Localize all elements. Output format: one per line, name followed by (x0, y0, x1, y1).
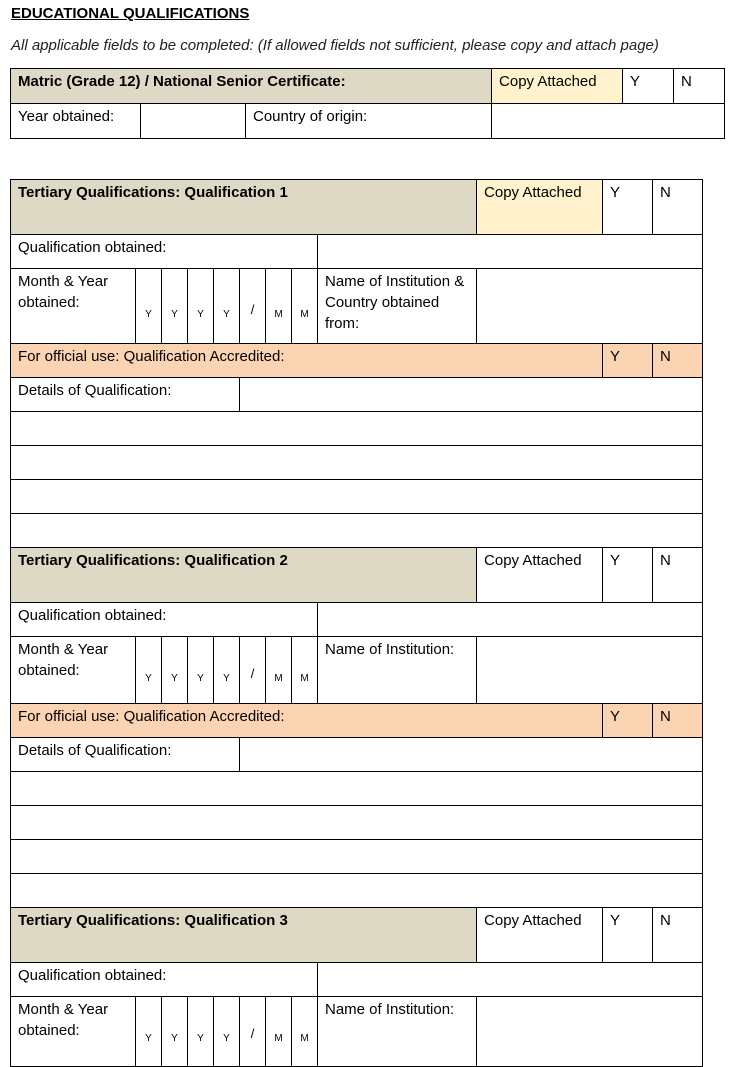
year-digit-box[interactable] (214, 637, 240, 704)
year-placeholder: Y (171, 1033, 178, 1044)
month-digit-box[interactable] (266, 637, 292, 704)
year-digit-box[interactable] (214, 269, 240, 344)
year-placeholder: Y (145, 673, 152, 684)
month-placeholder: M (300, 673, 309, 684)
qualification-1-copy-attached-label: Copy Attached (477, 180, 603, 235)
qualification-2-details-line[interactable] (11, 874, 703, 908)
date-separator (240, 269, 266, 344)
year-obtained-label: Year obtained: (11, 104, 141, 139)
month-digit-box[interactable] (292, 269, 318, 344)
qualification-2-obtained-field[interactable] (318, 603, 703, 637)
qualification-1-heading: Tertiary Qualifications: Qualification 1 (11, 180, 477, 235)
country-of-origin-field[interactable] (492, 104, 725, 139)
qualification-2-official-use-label: For official use: Qualification Accredited: (11, 704, 603, 738)
month-digit-box[interactable] (266, 269, 292, 344)
qualification-2-heading: Tertiary Qualifications: Qualification 2 (11, 548, 477, 603)
qualification-3-heading: Tertiary Qualifications: Qualification 3 (11, 908, 477, 963)
year-digit-box[interactable] (136, 997, 162, 1067)
qualification-2-obtained-label: Qualification obtained: (11, 603, 318, 637)
year-digit-box[interactable] (162, 637, 188, 704)
qualification-1-copy-yes[interactable]: Y (603, 180, 653, 235)
month-placeholder: M (300, 1033, 309, 1044)
year-digit-box[interactable] (188, 269, 214, 344)
year-placeholder: Y (197, 1033, 204, 1044)
month-digit-box[interactable] (292, 637, 318, 704)
year-obtained-field[interactable] (141, 104, 246, 139)
qualification-2-details-line[interactable] (11, 840, 703, 874)
year-placeholder: Y (223, 673, 230, 684)
qualification-3-copy-attached-label: Copy Attached (477, 908, 603, 963)
qualification-1-details-line[interactable] (11, 514, 703, 548)
qualification-2-copy-attached-label: Copy Attached (477, 548, 603, 603)
year-placeholder: Y (223, 309, 230, 320)
qualification-3-month-year-label: Month & Year obtained: (11, 997, 136, 1067)
qualification-2-accredited-no[interactable]: N (653, 704, 703, 738)
year-digit-box[interactable] (136, 269, 162, 344)
qualification-1-institution-label: Name of Institution & Country obtained from: (318, 269, 477, 344)
month-digit-box[interactable] (266, 997, 292, 1067)
month-digit-box[interactable] (292, 997, 318, 1067)
qualification-1-table (10, 179, 703, 1067)
year-placeholder: Y (145, 1033, 152, 1044)
qualification-3-obtained-label: Qualification obtained: (11, 963, 318, 997)
year-placeholder: Y (197, 309, 204, 320)
date-separator (240, 997, 266, 1067)
qualification-2-copy-yes[interactable]: Y (603, 548, 653, 603)
slash: / (250, 666, 255, 681)
qualification-3-obtained-field[interactable] (318, 963, 703, 997)
year-digit-box[interactable] (188, 997, 214, 1067)
page-title: EDUCATIONAL QUALIFICATIONS (11, 5, 250, 22)
qualification-2-month-year-label: Month & Year obtained: (11, 637, 136, 704)
month-placeholder: M (274, 673, 283, 684)
qualification-1-accredited-no[interactable]: N (653, 344, 703, 378)
month-placeholder: M (274, 1033, 283, 1044)
year-placeholder: Y (197, 673, 204, 684)
year-digit-box[interactable] (214, 997, 240, 1067)
matric-copy-no[interactable]: N (674, 69, 725, 104)
qualification-2-details-line[interactable] (11, 772, 703, 806)
qualification-2-details-label: Details of Qualification: (11, 738, 240, 772)
qualification-1-month-year-label: Month & Year obtained: (11, 269, 136, 344)
qualification-2-details-field[interactable] (240, 738, 703, 772)
qualification-1-obtained-label: Qualification obtained: (11, 235, 318, 269)
matric-heading: Matric (Grade 12) / National Senior Certificate: (11, 69, 492, 104)
instructions: All applicable fields to be completed: (If allowed fields not sufficient, please copy and attach page) (11, 37, 659, 54)
slash: / (250, 302, 255, 317)
month-placeholder: M (274, 309, 283, 320)
qualification-2-details-line[interactable] (11, 806, 703, 840)
country-of-origin-label: Country of origin: (246, 104, 492, 139)
qualification-1-details-line[interactable] (11, 480, 703, 514)
qualification-1-obtained-field[interactable] (318, 235, 703, 269)
qualification-1-accredited-yes[interactable]: Y (603, 344, 653, 378)
qualification-1-details-field[interactable] (240, 378, 703, 412)
year-digit-box[interactable] (136, 637, 162, 704)
qualification-3-copy-no[interactable]: N (653, 908, 703, 963)
matric-copy-attached-label: Copy Attached (492, 69, 623, 104)
qualification-3-institution-label: Name of Institution: (318, 997, 477, 1067)
qualification-2-accredited-yes[interactable]: Y (603, 704, 653, 738)
year-placeholder: Y (145, 309, 152, 320)
month-placeholder: M (300, 309, 309, 320)
qualification-2-institution-field[interactable] (477, 637, 703, 704)
qualification-1-details-line[interactable] (11, 412, 703, 446)
qualification-3-copy-yes[interactable]: Y (603, 908, 653, 963)
year-placeholder: Y (171, 309, 178, 320)
qualification-2-institution-label: Name of Institution: (318, 637, 477, 704)
qualification-1-official-use-label: For official use: Qualification Accredited: (11, 344, 603, 378)
qualification-3-institution-field[interactable] (477, 997, 703, 1067)
year-digit-box[interactable] (188, 637, 214, 704)
qualification-1-details-line[interactable] (11, 446, 703, 480)
qualification-1-details-label: Details of Qualification: (11, 378, 240, 412)
qualification-1-institution-field[interactable] (477, 269, 703, 344)
date-separator (240, 637, 266, 704)
qualification-2-copy-no[interactable]: N (653, 548, 703, 603)
year-digit-box[interactable] (162, 269, 188, 344)
year-digit-box[interactable] (162, 997, 188, 1067)
matric-table (10, 68, 725, 139)
year-placeholder: Y (223, 1033, 230, 1044)
slash: / (250, 1026, 255, 1041)
qualification-1-copy-no[interactable]: N (653, 180, 703, 235)
year-placeholder: Y (171, 673, 178, 684)
matric-copy-yes[interactable]: Y (623, 69, 674, 104)
